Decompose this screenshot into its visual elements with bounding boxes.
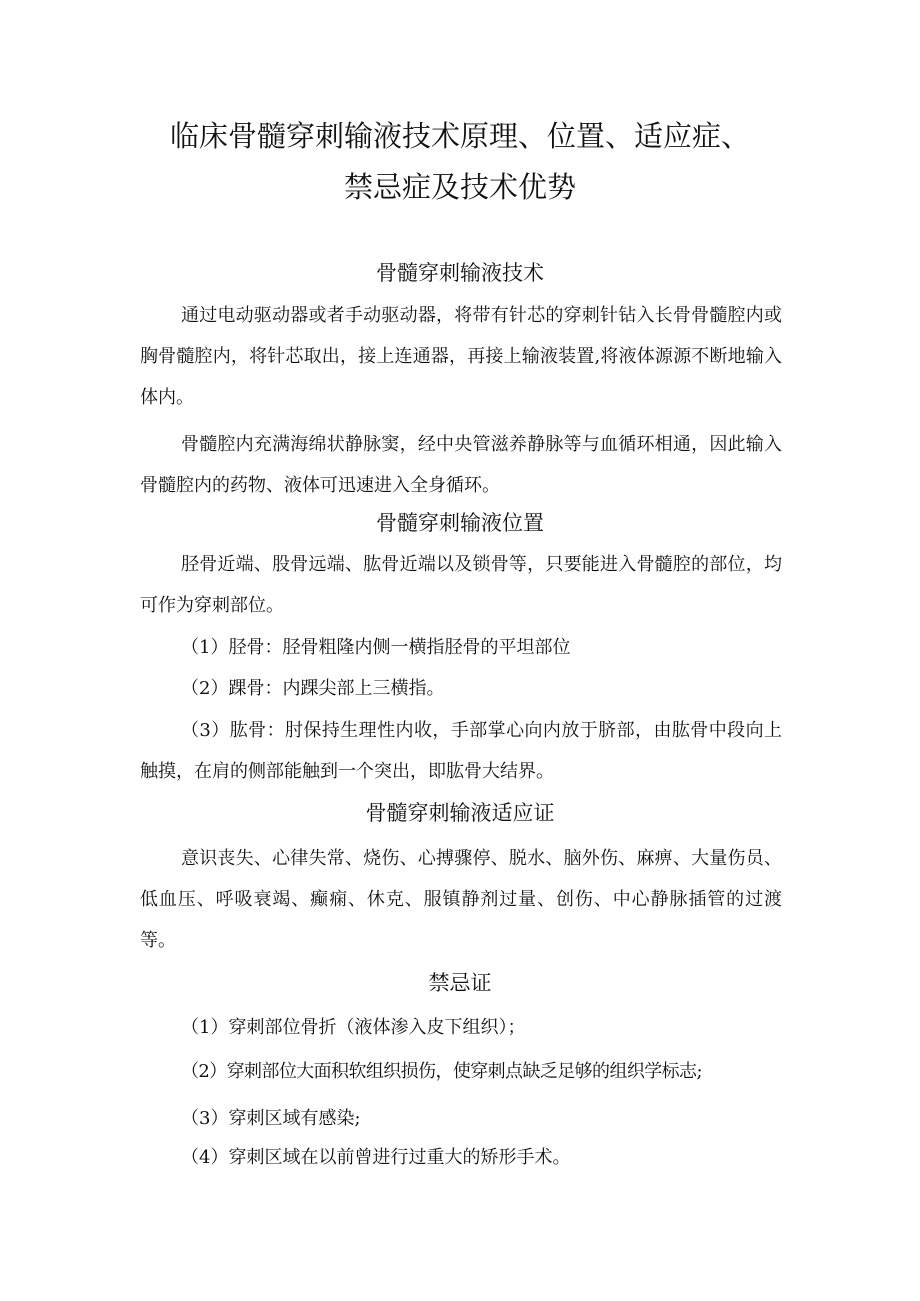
section-heading-technique: 骨髓穿刺输液技术 <box>376 261 544 285</box>
contraindication-item-1: （1）穿刺部位骨折（液体渗入皮下组织）； <box>181 1017 526 1038</box>
document-title-line-1: 临床骨髓穿刺输液技术原理、位置、适应症、 <box>169 119 750 153</box>
section-heading-contraindications: 禁忌证 <box>428 971 492 995</box>
section-heading-position: 骨髓穿刺输液位置 <box>376 511 544 535</box>
technique-paragraph-2: 骨髓腔内充满海绵状静脉窦，经中央管滋养静脉等与血循环相通，因此输入骨髓腔内的药物、液体可迅速进入全身循环。 <box>140 434 782 496</box>
document-title-line-2: 禁忌症及技术优势 <box>343 170 576 204</box>
contraindication-item-2: （2）穿刺部位大面积软组织损伤，使穿刺点缺乏足够的组织学标志; <box>181 1061 702 1082</box>
position-paragraph: 胫骨近端、股骨远端、肱骨近端以及锁骨等，只要能进入骨髓腔的部位，均可作为穿刺部位。 <box>140 554 782 616</box>
technique-paragraph-1: 通过电动驱动器或者手动驱动器，将带有针芯的穿刺针钻入长骨骨髓腔内或胸骨髓腔内，将针芯取出，接上连通器，再接上输液装置,将液体源源不断地输入体内。 <box>140 305 782 408</box>
section-heading-indications: 骨髓穿刺输液适应证 <box>365 801 555 825</box>
contraindication-item-3: （3）穿刺区域有感染; <box>181 1108 361 1129</box>
position-item-1: （1）胫骨：胫骨粗隆内侧一横指胫骨的平坦部位 <box>181 637 571 658</box>
position-item-3: （3）肱骨：肘保持生理性内收，手部掌心向内放于脐部，由肱骨中段向上触摸，在肩的侧部能触到一个突出，即肱骨大结界。 <box>140 720 782 782</box>
position-item-2: （2）踝骨：内踝尖部上三横指。 <box>181 678 445 699</box>
indications-paragraph: 意识丧失、心律失常、烧伤、心搏骤停、脱水、脑外伤、麻痹、大量伤员、低血压、呼吸衰竭、癫痫、休克、服镇静剂过量、创伤、中心静脉插管的过渡等。 <box>140 848 782 951</box>
contraindication-item-4: （4）穿刺区域在以前曾进行过重大的矫形手术。 <box>181 1147 571 1168</box>
